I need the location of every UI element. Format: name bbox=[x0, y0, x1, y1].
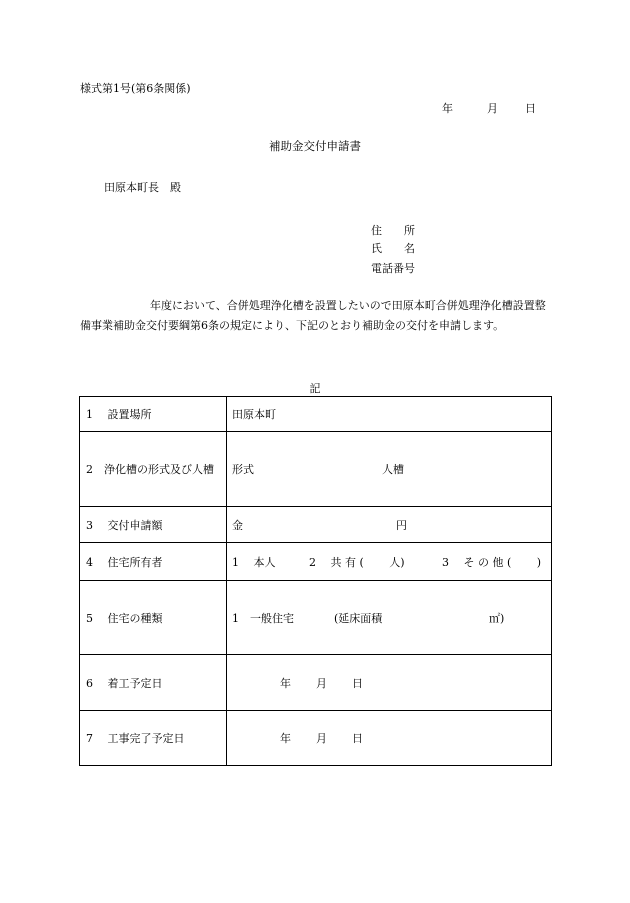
row-value bbox=[227, 543, 552, 581]
document-title: 補助金交付申請書 bbox=[269, 139, 361, 153]
table-row bbox=[80, 711, 552, 766]
row-label: 2 浄化槽の形式及び人槽 bbox=[80, 432, 227, 507]
application-body bbox=[80, 296, 552, 336]
row-label: 3 交付申請額 bbox=[80, 507, 227, 543]
applicant-name-label: 氏 名 bbox=[371, 242, 415, 255]
owner-option-self: 1 本人 bbox=[232, 555, 276, 569]
date-year: 年 bbox=[442, 102, 453, 115]
row-label: 7 工事完了予定日 bbox=[80, 711, 227, 766]
house-type-general: 1 一般住宅 bbox=[232, 611, 294, 625]
form-id: 様式第1号(第6条関係) bbox=[80, 82, 191, 95]
addressee: 田原本町長 殿 bbox=[104, 181, 181, 194]
floor-area-label: (延床面積 bbox=[334, 611, 383, 625]
owner-option-shared: 2 共 有 ( 人) bbox=[309, 555, 405, 569]
application-table bbox=[79, 396, 552, 766]
header-date bbox=[442, 100, 536, 116]
completion-day: 日 bbox=[352, 732, 363, 745]
completion-month: 月 bbox=[316, 732, 327, 745]
completion-year: 年 bbox=[280, 732, 291, 745]
applicant-address-label: 住 所 bbox=[371, 224, 415, 237]
applicant-phone-label: 電話番号 bbox=[371, 262, 415, 275]
row-value bbox=[227, 507, 552, 543]
table-row bbox=[80, 432, 552, 507]
row-label: 6 着工予定日 bbox=[80, 655, 227, 711]
row-value bbox=[227, 711, 552, 766]
row-label: 5 住宅の種類 bbox=[80, 581, 227, 655]
row-label: 4 住宅所有者 bbox=[80, 543, 227, 581]
date-month: 月 bbox=[487, 102, 498, 115]
table-row bbox=[80, 397, 552, 432]
table-row bbox=[80, 507, 552, 543]
start-day: 日 bbox=[352, 676, 363, 690]
row-label: 1 設置場所 bbox=[80, 397, 227, 432]
table-row bbox=[80, 581, 552, 655]
row-value: 田原本町 bbox=[227, 397, 552, 432]
row-value bbox=[227, 581, 552, 655]
body-paragraph: 年度において、合併処理浄化槽を設置したいので田原本町合併処理浄化槽設置整備事業補助金交付要綱第6条の規定により、下記のとおり補助金の交付を申請します。 bbox=[80, 299, 546, 332]
type-label: 形式 bbox=[232, 463, 254, 476]
start-year: 年 bbox=[280, 676, 291, 690]
capacity-label: 人槽 bbox=[382, 463, 404, 476]
start-month: 月 bbox=[316, 676, 327, 690]
amount-unit: 円 bbox=[396, 518, 407, 532]
row-value bbox=[227, 432, 552, 507]
row-value bbox=[227, 655, 552, 711]
table-row bbox=[80, 655, 552, 711]
owner-option-other: 3 そ の 他 ( ) bbox=[442, 555, 542, 569]
amount-prefix: 金 bbox=[232, 518, 243, 532]
date-day: 日 bbox=[525, 102, 536, 115]
floor-area-unit: ㎡) bbox=[489, 611, 505, 625]
table-row bbox=[80, 543, 552, 581]
ki-heading: 記 bbox=[309, 382, 321, 395]
